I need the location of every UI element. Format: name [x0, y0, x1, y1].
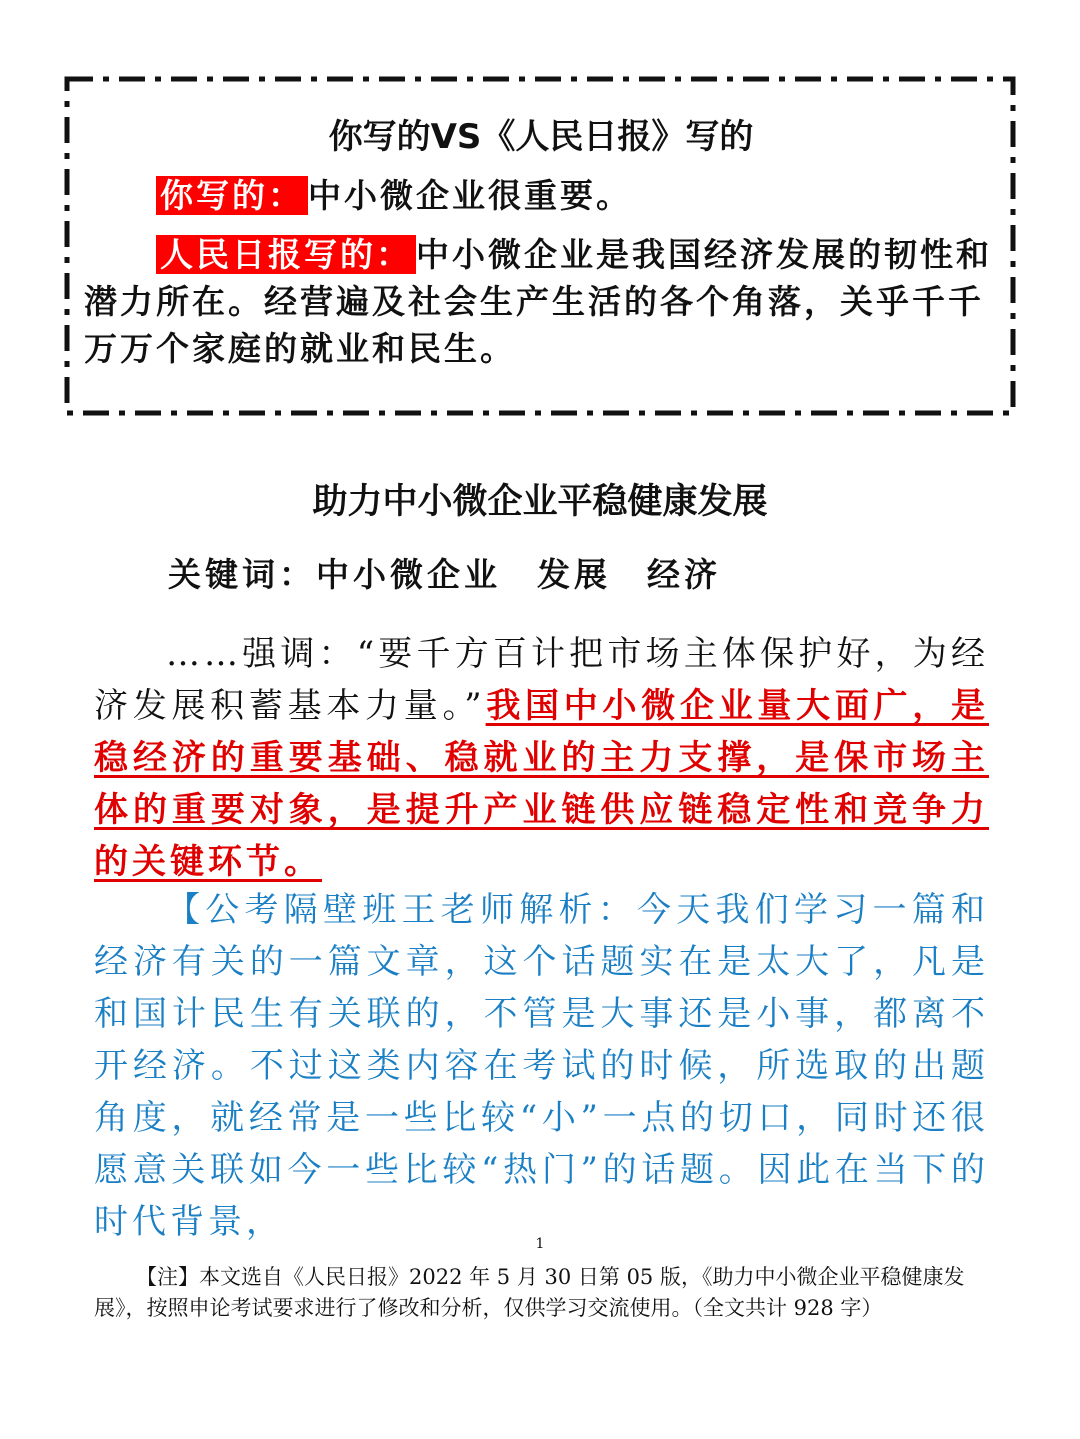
yours-text: 中小微企业很重要。	[308, 176, 632, 215]
analysis-paragraph: 【公考隔壁班王老师解析：今天我们学习一篇和经济有关的一篇文章，这个话题实在是太大了，凡是和国计民生有关联的，不管是大事还是小事，都离不开经济。不过这类内容在考试的时候，所选取的出题角度，就经常是一些比较“小”一点的切口，同时还很愿意关联如今一些比较“热门”的话题。因此在当下的时代背景，	[94, 890, 989, 1242]
rmrb-paragraph	[84, 231, 998, 372]
keyword: 中小微企业	[316, 555, 501, 594]
body-plain-text: ……强调：“要千方百计把市场主体保护好，为经济发展积蓄基本力量。”	[94, 634, 989, 726]
article-body	[94, 628, 989, 888]
keyword: 发展	[537, 555, 611, 594]
page-number: 1	[535, 1236, 545, 1252]
article-title: 助力中小微企业平稳健康发展	[312, 482, 768, 522]
comparison-title: 你写的VS《人民日报》写的	[328, 117, 754, 157]
keywords-line	[168, 549, 757, 601]
footnote: 【注】本文选自《人民日报》2022 年 5 月 30 日第 05 版，《助力中小微企业平稳健康发展》，按照申论考试要求进行了修改和分析，仅供学习交流使用。（全文共计 928 字）	[94, 1265, 965, 1320]
keywords-label: 关键词：	[168, 555, 316, 594]
rmrb-label: 人民日报写的：	[156, 235, 416, 274]
yours-paragraph	[84, 172, 998, 219]
comparison-box	[64, 76, 1016, 416]
body-highlight-text: 我国中小微企业量大面广，是稳经济的重要基础、稳就业的主力支撑，是保市场主体的重要对象，是提升产业链供应链稳定性和竞争力的关键环节。	[94, 686, 989, 882]
keyword: 经济	[647, 555, 721, 594]
yours-label: 你写的：	[156, 176, 308, 215]
rmrb-text: 中小微企业是我国经济发展的韧性和潜力所在。经营遍及社会生产生活的各个角落，关乎千千万万个家庭的就业和民生。	[84, 235, 992, 368]
